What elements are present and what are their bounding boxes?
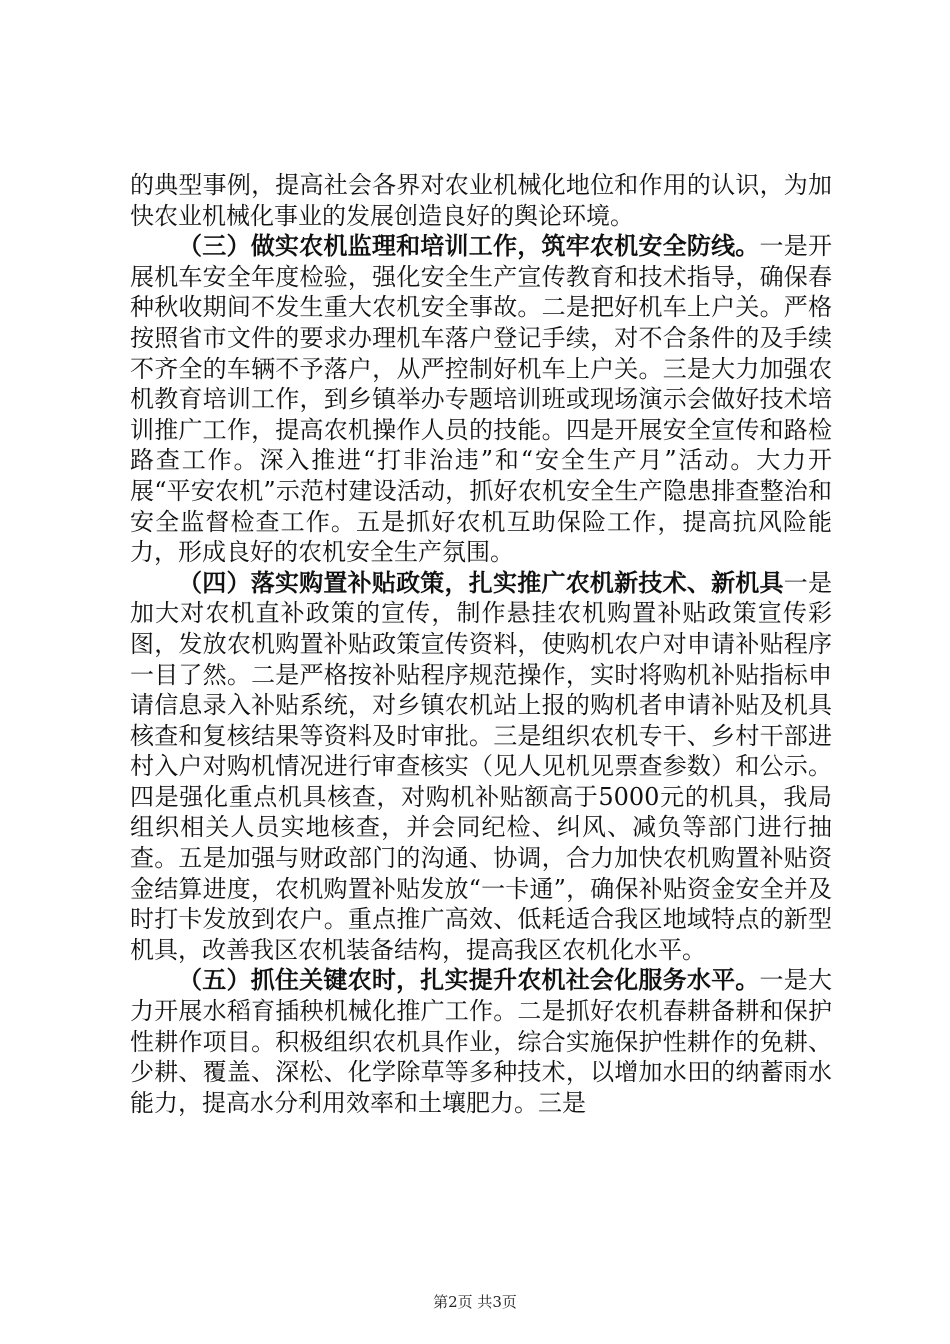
paragraph-section-4 [130, 568, 832, 966]
paragraph-section-5 [130, 965, 832, 1118]
section-heading-4: （四）落实购置补贴政策，扎实推广农机新技术、新机具 [178, 567, 784, 597]
section-heading-3: （三）做实农机监理和培训工作，筑牢农机安全防线。 [178, 231, 760, 261]
paragraph-intro [130, 170, 832, 231]
page-number-footer: 第2页 共3页 [433, 1293, 517, 1311]
paragraph-text: 一是开展机车安全年度检验，强化安全生产宣传教育和技术指导，确保春种秋收期间不发生重大农机安全事故。二是把好机车上户关。严格按照省市文件的要求办理机车落户登记手续，对不合条件的及手续不齐全的车辆不予落户，从严控制好机车上户关。三是大力加强农机教育培训工作，到乡镇举办专题培训班或现场演示会做好技术培训推广工作，提高农机操作人员的技能。四是开展安全宣传和路检路查工作。深入推进“打非治违”和“安全生产月”活动。大力开展“平安农机”示范村建设活动，抓好农机安全生产隐患排查整治和安全监督检查工作。五是抓好农机互助保险工作，提高抗风险能力，形成良好的农机安全生产氛围。 [130, 232, 833, 567]
section-heading-5: （五）抓住关键农时，扎实提升农机社会化服务水平。 [178, 965, 760, 995]
paragraph-text: 一是加大对农机直补政策的宣传，制作悬挂农机购置补贴政策宣传彩图，发放农机购置补贴政策宣传资料，使购机农户对申请补贴程序一目了然。二是严格按补贴程序规范操作，实时将购机补贴指标申请信息录入补贴系统，对乡镇农机站上报的购机者申请补贴及机具核查和复核结果等资料及时审批。三是组织农机专干、乡村干部进村入户对购机情况进行审查核实（见人见机见票查参数）和公示。四是强化重点机具核查，对购机补贴额高于5000元的机具，我局组织相关人员实地核查，并会同纪检、纠风、减负等部门进行抽查。五是加强与财政部门的沟通、协调，合力加快农机购置补贴资金结算进度，农机购置补贴发放“一卡通”，确保补贴资金安全并及时打卡发放到农户。重点推广高效、低耗适合我区地域特点的新型机具，改善我区农机装备结构，提高我区农机化水平。 [130, 568, 833, 964]
paragraph-section-3 [130, 231, 832, 568]
document-body [130, 170, 832, 1118]
paragraph-text: 一是大力开展水稻育插秧机械化推广工作。二是抓好农机春耕备耕和保护性耕作项目。积极组织农机具作业，综合实施保护性耕作的免耕、少耕、覆盖、深松、化学除草等多种技术，以增加水田的纳蓄雨水能力，提高水分利用效率和土壤肥力。三是 [130, 966, 833, 1117]
paragraph-text: 的典型事例，提高社会各界对农业机械化地位和作用的认识，为加快农业机械化事业的发展创造良好的舆论环境。 [130, 171, 832, 230]
